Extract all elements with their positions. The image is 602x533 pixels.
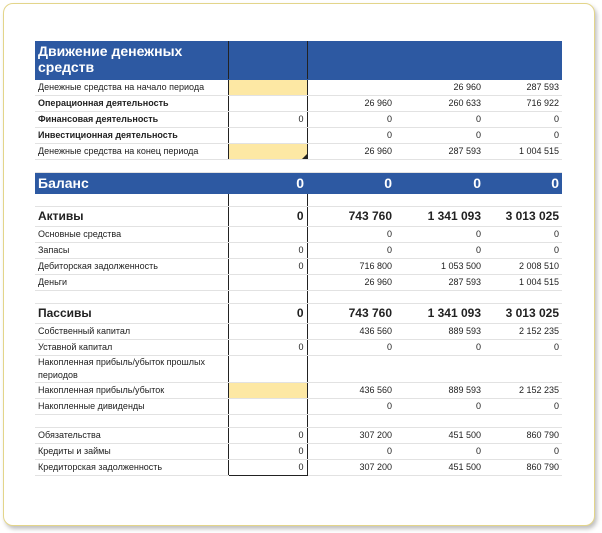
value-cell[interactable]: 0 — [395, 112, 484, 128]
total-cell[interactable]: 743 760 — [307, 207, 395, 227]
value-cell[interactable]: 26 960 — [307, 144, 395, 160]
value-cell[interactable]: 0 — [395, 128, 484, 144]
value-cell[interactable] — [484, 356, 562, 383]
value-cell[interactable] — [228, 227, 307, 243]
value-cell[interactable]: 0 — [484, 340, 562, 356]
cashflow-title: Движение денежных средств — [35, 41, 228, 80]
value-cell[interactable]: 287 593 — [395, 275, 484, 291]
value-cell[interactable]: 0 — [228, 428, 307, 444]
value-cell[interactable]: 1 004 515 — [484, 275, 562, 291]
value-cell[interactable]: 0 — [228, 112, 307, 128]
row-label: Накопленная прибыль/убыток — [35, 383, 228, 399]
value-cell[interactable]: 2 152 235 — [484, 383, 562, 399]
table-row — [35, 324, 562, 340]
value-cell[interactable] — [307, 356, 395, 383]
value-cell[interactable]: 0 — [307, 444, 395, 460]
value-cell[interactable]: 0 — [484, 243, 562, 259]
balance-total: 0 — [484, 173, 562, 194]
spacer-row — [35, 160, 562, 173]
row-label: Обязательства — [35, 428, 228, 444]
table-row — [35, 112, 562, 128]
value-cell[interactable]: 2 008 510 — [484, 259, 562, 275]
value-cell[interactable] — [307, 80, 395, 96]
table-row — [35, 460, 562, 476]
value-cell[interactable]: 0 — [395, 227, 484, 243]
assets-title: Активы — [35, 207, 228, 227]
total-cell[interactable]: 3 013 025 — [484, 304, 562, 324]
total-cell[interactable]: 743 760 — [307, 304, 395, 324]
balance-header-row — [35, 173, 562, 194]
value-cell[interactable]: 0 — [307, 128, 395, 144]
balance-total: 0 — [395, 173, 484, 194]
row-label: Денежные средства на начало периода — [35, 80, 228, 96]
table-row — [35, 96, 562, 112]
table-row — [35, 356, 562, 383]
value-cell[interactable]: 0 — [484, 128, 562, 144]
value-cell[interactable] — [228, 128, 307, 144]
value-cell[interactable]: 26 960 — [395, 80, 484, 96]
input-cell[interactable] — [228, 80, 307, 96]
value-cell[interactable]: 0 — [484, 399, 562, 415]
value-cell[interactable]: 0 — [228, 444, 307, 460]
value-cell[interactable]: 0 — [307, 340, 395, 356]
value-cell[interactable]: 451 500 — [395, 428, 484, 444]
value-cell[interactable]: 0 — [395, 444, 484, 460]
table-row — [35, 259, 562, 275]
row-label: Кредиторская задолженность — [35, 460, 228, 476]
value-cell[interactable]: 889 593 — [395, 324, 484, 340]
liabilities-title: Пассивы — [35, 304, 228, 324]
value-cell[interactable] — [228, 356, 307, 383]
balance-total: 0 — [307, 173, 395, 194]
spacer-row — [35, 291, 562, 304]
value-cell[interactable]: 0 — [395, 243, 484, 259]
value-cell[interactable]: 0 — [228, 259, 307, 275]
value-cell[interactable]: 260 633 — [395, 96, 484, 112]
table-row — [35, 428, 562, 444]
value-cell[interactable]: 716 922 — [484, 96, 562, 112]
value-cell[interactable] — [228, 96, 307, 112]
table-row — [35, 340, 562, 356]
input-cell[interactable] — [228, 383, 307, 399]
value-cell[interactable]: 436 560 — [307, 383, 395, 399]
value-cell[interactable]: 26 960 — [307, 96, 395, 112]
total-cell[interactable]: 0 — [228, 304, 307, 324]
value-cell[interactable]: 0 — [484, 112, 562, 128]
table-row — [35, 144, 562, 160]
row-label: Денежные средства на конец периода — [35, 144, 228, 160]
value-cell[interactable]: 0 — [307, 112, 395, 128]
table-row — [35, 275, 562, 291]
liabilities-total-row — [35, 304, 562, 324]
value-cell[interactable] — [228, 324, 307, 340]
balance-title: Баланс — [35, 173, 228, 194]
value-cell[interactable] — [228, 275, 307, 291]
financial-sheet — [35, 41, 562, 476]
row-label: Накопленная прибыль/убыток прошлых периодов — [35, 356, 228, 383]
value-cell[interactable]: 287 593 — [395, 144, 484, 160]
value-cell[interactable]: 0 — [484, 227, 562, 243]
total-cell[interactable]: 1 341 093 — [395, 304, 484, 324]
spacer-row — [35, 194, 562, 207]
row-label: Уставной капитал — [35, 340, 228, 356]
value-cell[interactable]: 889 593 — [395, 383, 484, 399]
table-row — [35, 444, 562, 460]
value-cell[interactable]: 716 800 — [307, 259, 395, 275]
table-row — [35, 227, 562, 243]
total-cell[interactable]: 0 — [228, 207, 307, 227]
table-row — [35, 128, 562, 144]
value-cell[interactable]: 307 200 — [307, 460, 395, 476]
value-cell[interactable]: 0 — [484, 444, 562, 460]
value-cell[interactable]: 0 — [307, 227, 395, 243]
value-cell[interactable]: 0 — [395, 399, 484, 415]
total-cell[interactable]: 1 341 093 — [395, 207, 484, 227]
value-cell[interactable]: 436 560 — [307, 324, 395, 340]
value-cell[interactable]: 860 790 — [484, 428, 562, 444]
row-label: Основные средства — [35, 227, 228, 243]
value-cell[interactable]: 0 — [228, 460, 307, 476]
value-cell[interactable] — [228, 399, 307, 415]
cashflow-header-row — [35, 41, 562, 80]
row-label: Собственный капитал — [35, 324, 228, 340]
value-cell[interactable]: 26 960 — [307, 275, 395, 291]
value-cell[interactable]: 287 593 — [484, 80, 562, 96]
balance-total: 0 — [228, 173, 307, 194]
table-row — [35, 383, 562, 399]
value-cell[interactable]: 2 152 235 — [484, 324, 562, 340]
row-label: Кредиты и займы — [35, 444, 228, 460]
row-label: Инвестиционная деятельность — [35, 128, 228, 144]
spacer-row — [35, 415, 562, 428]
table-row — [35, 243, 562, 259]
total-cell[interactable]: 3 013 025 — [484, 207, 562, 227]
value-cell[interactable]: 307 200 — [307, 428, 395, 444]
assets-total-row — [35, 207, 562, 227]
row-label: Накопленные дивиденды — [35, 399, 228, 415]
value-cell[interactable]: 0 — [307, 243, 395, 259]
row-label: Финансовая деятельность — [35, 112, 228, 128]
value-cell[interactable]: 1 053 500 — [395, 259, 484, 275]
value-cell[interactable]: 0 — [228, 340, 307, 356]
row-label: Операционная деятельность — [35, 96, 228, 112]
row-label: Запасы — [35, 243, 228, 259]
value-cell[interactable]: 0 — [307, 399, 395, 415]
value-cell[interactable]: 0 — [395, 340, 484, 356]
value-cell[interactable]: 0 — [228, 243, 307, 259]
value-cell[interactable]: 860 790 — [484, 460, 562, 476]
row-label: Дебиторская задолженность — [35, 259, 228, 275]
table-row — [35, 399, 562, 415]
table-row — [35, 80, 562, 96]
value-cell[interactable]: 1 004 515 — [484, 144, 562, 160]
input-cell[interactable] — [228, 144, 307, 160]
row-label: Деньги — [35, 275, 228, 291]
value-cell[interactable]: 451 500 — [395, 460, 484, 476]
value-cell[interactable] — [395, 356, 484, 383]
